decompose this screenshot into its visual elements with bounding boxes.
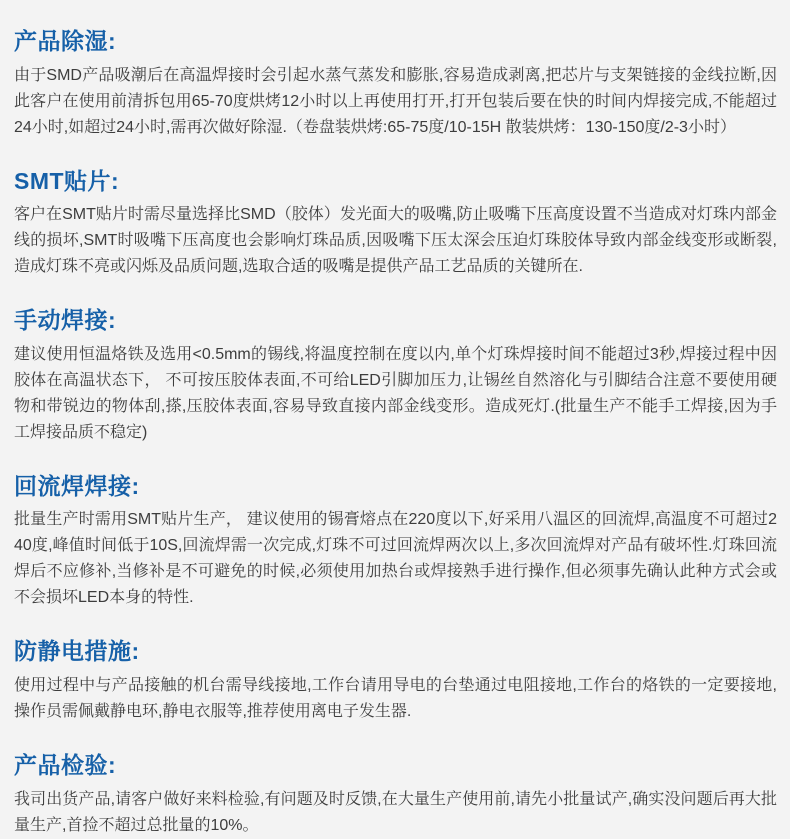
section-heading: 回流焊焊接: bbox=[14, 472, 140, 499]
section-heading: 手动焊接: bbox=[14, 307, 117, 334]
section-body: 我司出货产品,请客户做好来料检验,有问题及时反馈,在大量生产使用前,请先小批量试产,确实没问题后再大批量生产,首捡不超过总批量的10%。 bbox=[14, 790, 777, 834]
section-body: 批量生产时需用SMT贴片生产， 建议使用的锡膏熔点在220度以下,好采用八温区的回流焊,高温度不可超过240度,峰值时间低于10S,回流焊需一次完成,灯珠不可过回流焊两次以上,多次回流焊对产品有破坏性.灯珠回流焊后不应修补,当修补是不可避免的时候,必须使用加热台或焊接熟手进行操作,但必须事先确认此种方式会或不会损坏LED本身的特性. bbox=[14, 511, 777, 607]
section-dehumidification bbox=[14, 28, 777, 141]
section-body: 使用过程中与产品接触的机台需导线接地,工作台请用导电的台垫通过电阻接地,工作台的烙铁的一定要接地,操作员需佩戴静电环,静电衣服等,推荐使用离电子发生器. bbox=[14, 676, 777, 720]
section-antistatic-measures bbox=[14, 638, 777, 725]
section-manual-soldering bbox=[14, 307, 777, 446]
section-body: 客户在SMT贴片时需尽量选择比SMD（胶体）发光面大的吸嘴,防止吸嘴下压高度设置不当造成对灯珠内部金线的损坏,SMT时吸嘴下压高度也会影响灯珠品质,因吸嘴下压太深会压迫灯珠胶体导致内部金线变形或断裂,造成灯珠不亮或闪烁及品质问题,选取合适的吸嘴是提供产品工艺品质的关键所在. bbox=[14, 206, 777, 276]
section-reflow-soldering bbox=[14, 473, 777, 612]
section-product-inspection bbox=[14, 752, 777, 839]
section-body: 建议使用恒温烙铁及选用<0.5mm的锡线,将温度控制在度以内,单个灯珠焊接时间不能超过3秒,焊接过程中因胶体在高温状态下， 不可按压胶体表面,不可给LED引脚加压力,让锡丝自然溶化与引脚结合注意不要使用硬物和带锐边的物体刮,搽,压胶体表面,容易导致直接内部金线变形。造成死灯.(批量生产不能手工焊接,因为手工焊接品质不稳定) bbox=[14, 345, 777, 441]
section-heading: 产品除湿: bbox=[14, 28, 117, 54]
section-heading: 产品检验: bbox=[14, 751, 117, 778]
section-heading: SMT贴片: bbox=[14, 167, 120, 194]
section-body: 由于SMD产品吸潮后在高温焊接时会引起水蒸气蒸发和膨胀,容易造成剥离,把芯片与支架链接的金线拉断,因此客户在使用前清拆包用65-70度烘烤12小时以上再使用打开,打开包装后要在快的时间内焊接完成,不能超过24小时,如超过24小时,需再次做好除湿.（卷盘装烘烤:65-75度/10-15H 散装烘烤：130-150度/2-3小时） bbox=[14, 66, 777, 136]
section-heading: 防静电措施: bbox=[14, 638, 140, 665]
section-smt-mounting bbox=[14, 168, 777, 281]
